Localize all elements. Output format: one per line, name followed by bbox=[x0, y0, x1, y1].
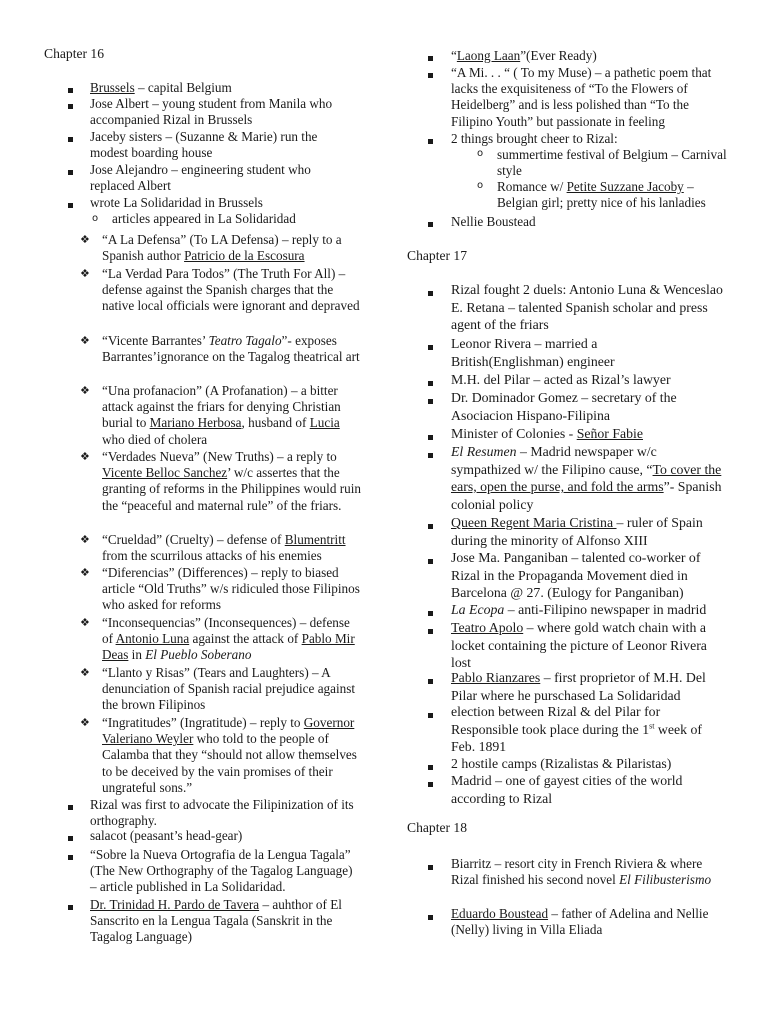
square-bullet-icon bbox=[428, 50, 433, 66]
list-item: El Resumen – Madrid newspaper w/c sympathized w/ the Filipino cause, “To cover the ears, open the purse, and fold the arms”- Spanish colonial policy bbox=[451, 444, 722, 512]
article-item: “Llanto y Risas” (Tears and Laughters) – A denunciation of Spanish racial prejudice against the brown Filipinos bbox=[102, 665, 356, 713]
list-item: Rizal fought 2 duels: Antonio Luna & Wenceslao E. Retana – talented Spanish scholar and press agent of the friars bbox=[451, 282, 723, 332]
article-item: “Diferencias” (Differences) – reply to biased article “Old Truths” w/s ridiculed those Filipinos who asked for reforms bbox=[102, 565, 360, 613]
square-bullet-icon bbox=[428, 673, 433, 689]
list-item: M.H. del Pilar – acted as Rizal’s lawyer bbox=[451, 372, 671, 387]
sub-list-item: articles appeared in La Solidaridad bbox=[112, 211, 296, 226]
list-item: Jose Alejandro – engineering student who replaced Albert bbox=[90, 162, 311, 194]
article-item: “A La Defensa” (To LA Defensa) – reply to a Spanish author Patricio de la Escosura bbox=[102, 232, 342, 264]
square-bullet-icon bbox=[68, 899, 73, 915]
diamond-bullet-icon: ❖ bbox=[80, 384, 90, 397]
diamond-bullet-icon: ❖ bbox=[80, 566, 90, 579]
circle-bullet-icon: o bbox=[477, 148, 484, 159]
article-item: “Ingratitudes” (Ingratitude) – reply to Governor Valeriano Weyler who told to the people of Calamba that they “should not allow themselves to be deceived by the vain promises of their ungrateful sons.” bbox=[102, 715, 357, 795]
article-item: “Vicente Barrantes’ Teatro Tagalo”- exposes Barrantes’ignorance on the Tagalog theatrical art bbox=[102, 333, 360, 365]
square-bullet-icon bbox=[428, 707, 433, 723]
square-bullet-icon bbox=[428, 339, 433, 355]
list-item: Teatro Apolo – where gold watch chain with a locket containing the picture of Leonor Rivera lost bbox=[451, 620, 707, 670]
square-bullet-icon bbox=[428, 447, 433, 463]
list-item: Nellie Boustead bbox=[451, 214, 536, 229]
sub-list-item: summertime festival of Belgium – Carnival style bbox=[497, 147, 727, 179]
list-item: Rizal was first to advocate the Filipinization of its orthography. bbox=[90, 797, 354, 829]
diamond-bullet-icon: ❖ bbox=[80, 267, 90, 280]
square-bullet-icon bbox=[428, 759, 433, 775]
list-item: 2 hostile camps (Rizalistas & Pilaristas) bbox=[451, 756, 672, 771]
square-bullet-icon bbox=[68, 164, 73, 180]
list-item: Minister of Colonies - Señor Fabie bbox=[451, 426, 643, 441]
square-bullet-icon bbox=[428, 216, 433, 232]
article-item: “Una profanacion” (A Profanation) – a bitter attack against the friars for denying Christian burial to Mariano Herbosa, husband of Lucia who died of cholera bbox=[102, 383, 341, 447]
square-bullet-icon bbox=[428, 553, 433, 569]
diamond-bullet-icon: ❖ bbox=[80, 450, 90, 463]
circle-bullet-icon: o bbox=[92, 213, 99, 224]
list-item: Queen Regent Maria Cristina – ruler of Spain during the minority of Alfonso XIII bbox=[451, 515, 703, 548]
list-item: Jose Albert – young student from Manila who accompanied Rizal in Brussels bbox=[90, 96, 333, 128]
list-item: Jose Ma. Panganiban – talented co-worker of Rizal in the Propaganda Movement died in Barcelona @ 27. (Eulogy for Panganiban) bbox=[451, 550, 701, 600]
square-bullet-icon bbox=[428, 859, 433, 875]
list-item: “Sobre la Nueva Ortografia de la Lengua Tagala” (The New Orthography of the Tagalog Language) – article published in La Solidaridad. bbox=[90, 847, 353, 895]
square-bullet-icon bbox=[428, 133, 433, 149]
list-item: Leonor Rivera – married a British(Englishman) engineer bbox=[451, 336, 615, 369]
diamond-bullet-icon: ❖ bbox=[80, 616, 90, 629]
list-item: Pablo Rianzares – first proprietor of M.H. Del Pilar where he purschased La Solidaridad bbox=[451, 670, 706, 703]
article-item: “La Verdad Para Todos” (The Truth For All) – defense against the Spanish charges that the native local officials were ignorant and depraved bbox=[102, 266, 360, 314]
square-bullet-icon bbox=[68, 830, 73, 846]
diamond-bullet-icon: ❖ bbox=[80, 716, 90, 729]
list-item: 2 things brought cheer to Rizal: bbox=[451, 131, 618, 146]
square-bullet-icon bbox=[428, 909, 433, 925]
square-bullet-icon bbox=[428, 623, 433, 639]
diamond-bullet-icon: ❖ bbox=[80, 334, 90, 347]
square-bullet-icon bbox=[428, 776, 433, 792]
sub-list-item: Romance w/ Petite Suzzane Jacoby – Belgian girl; pretty nice of his lanladies bbox=[497, 179, 706, 211]
chapter-17-heading: Chapter 17 bbox=[407, 248, 468, 263]
square-bullet-icon bbox=[68, 197, 73, 213]
square-bullet-icon bbox=[68, 799, 73, 815]
square-bullet-icon bbox=[428, 285, 433, 301]
diamond-bullet-icon: ❖ bbox=[80, 233, 90, 246]
chapter-18-heading: Chapter 18 bbox=[407, 820, 468, 835]
square-bullet-icon bbox=[428, 67, 433, 83]
list-item: election between Rizal & del Pilar for Responsible took place during the 1st week of Feb. 1891 bbox=[451, 704, 702, 754]
chapter-16-heading: Chapter 16 bbox=[44, 46, 105, 61]
circle-bullet-icon: o bbox=[477, 180, 484, 191]
square-bullet-icon bbox=[428, 518, 433, 534]
list-item: La Ecopa – anti-Filipino newspaper in madrid bbox=[451, 602, 707, 617]
square-bullet-icon bbox=[428, 375, 433, 391]
list-item: “Laong Laan”(Ever Ready) bbox=[451, 48, 597, 63]
article-item: “Inconsequencias” (Inconsequences) – defense of Antonio Luna against the attack of Pablo Mir Deas in El Pueblo Soberano bbox=[102, 615, 355, 663]
list-item: Eduardo Boustead – father of Adelina and Nellie (Nelly) living in Villa Eliada bbox=[451, 906, 709, 938]
list-item: Brussels – capital Belgium bbox=[90, 80, 232, 95]
list-item: wrote La Solidaridad in Brussels bbox=[90, 195, 263, 210]
article-item: “Verdades Nueva” (New Truths) – a reply to Vicente Belloc Sanchez’ w/c assertes that the granting of reforms in the Philippines would ruin the “peaceful and maternal rule” of the friars. bbox=[102, 449, 361, 513]
square-bullet-icon bbox=[428, 605, 433, 621]
square-bullet-icon bbox=[68, 131, 73, 147]
square-bullet-icon bbox=[68, 849, 73, 865]
list-item: “A Mi. . . “ ( To my Muse) – a pathetic poem that lacks the exquisiteness of “To the Flowers of Heidelberg” and is less polished than “To the Filipino Youth” but passionate in feeling bbox=[451, 65, 712, 129]
list-item: salacot (peasant’s head-gear) bbox=[90, 828, 243, 843]
diamond-bullet-icon: ❖ bbox=[80, 533, 90, 546]
list-item: Jaceby sisters – (Suzanne & Marie) run the modest boarding house bbox=[90, 129, 318, 161]
list-item: Dr. Dominador Gomez – secretary of the Asociacion Hispano-Filipina bbox=[451, 390, 677, 423]
diamond-bullet-icon: ❖ bbox=[80, 666, 90, 679]
list-item: Biarritz – resort city in French Riviera & where Rizal finished his second novel El Filibusterismo bbox=[451, 856, 712, 888]
square-bullet-icon bbox=[68, 98, 73, 114]
list-item: Madrid – one of gayest cities of the world according to Rizal bbox=[451, 773, 683, 806]
square-bullet-icon bbox=[428, 393, 433, 409]
article-item: “Crueldad” (Cruelty) – defense of Blumentritt from the scurrilous attacks of his enemies bbox=[102, 532, 346, 564]
list-item: Dr. Trinidad H. Pardo de Tavera – auhthor of El Sanscrito en la Lengua Tagala (Sanskrit in the Tagalog Language) bbox=[90, 897, 342, 945]
square-bullet-icon bbox=[428, 429, 433, 445]
square-bullet-icon bbox=[68, 82, 73, 98]
